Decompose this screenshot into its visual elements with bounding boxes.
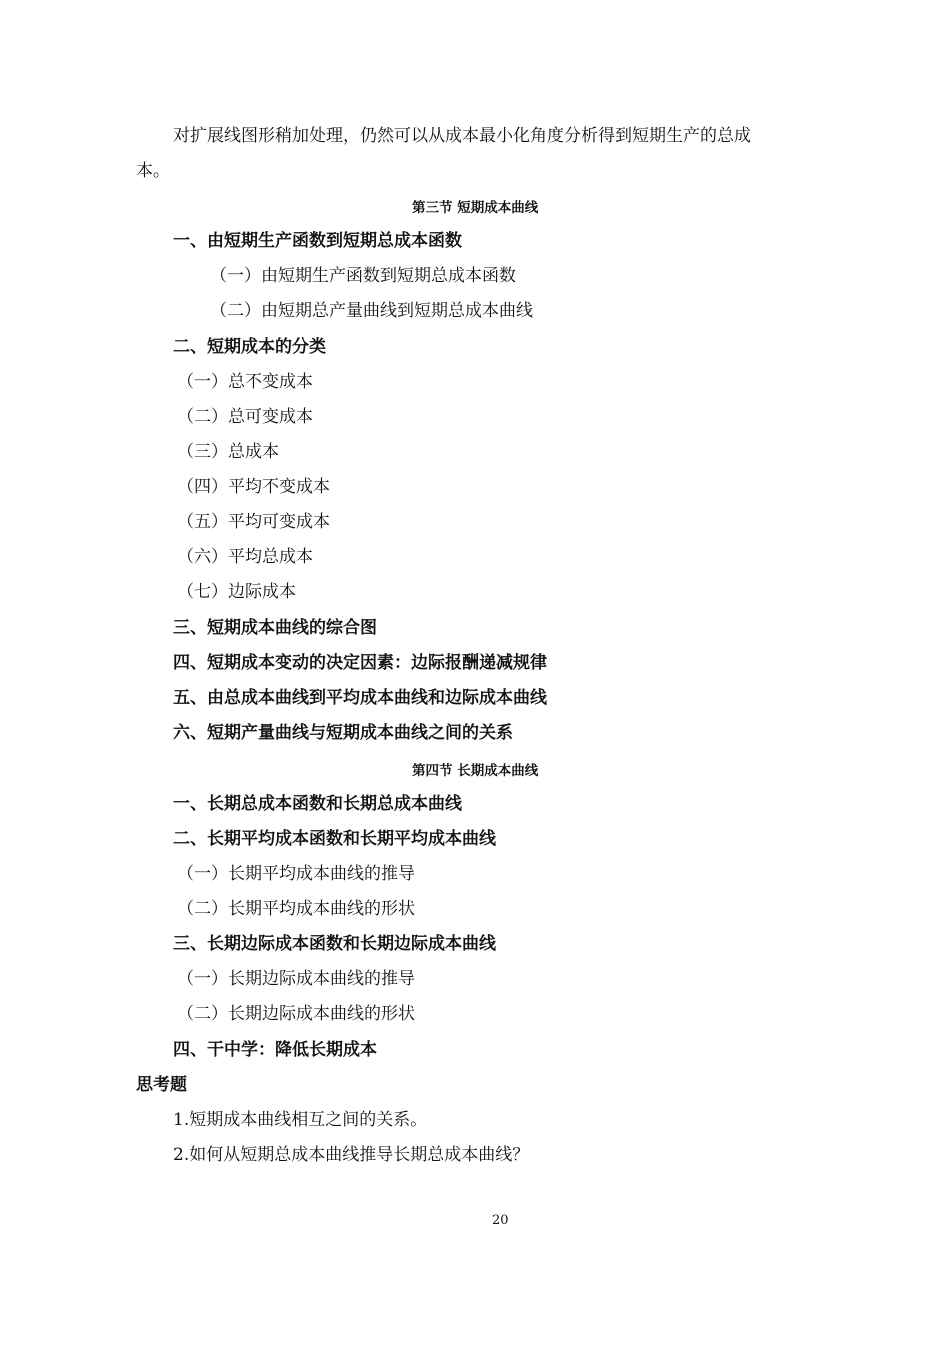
section-3-title: 第三节 短期成本曲线 <box>412 200 539 216</box>
list-item: （一）总不变成本 <box>177 372 313 392</box>
list-item: （七）边际成本 <box>177 582 296 602</box>
section-3-heading-4: 四、短期成本变动的决定因素：边际报酬递减规律 <box>173 653 547 673</box>
list-item: （三）总成本 <box>177 442 279 462</box>
list-item: （一）长期平均成本曲线的推导 <box>177 864 415 884</box>
list-item: （四）平均不变成本 <box>177 477 330 497</box>
question-item: 2.如何从短期总成本曲线推导长期总成本曲线？ <box>173 1145 530 1165</box>
list-item: （五）平均可变成本 <box>177 512 330 532</box>
section-3-heading-6: 六、短期产量曲线与短期成本曲线之间的关系 <box>173 723 513 743</box>
section-4-title: 第四节 长期成本曲线 <box>412 763 539 779</box>
list-item: （一）长期边际成本曲线的推导 <box>177 969 415 989</box>
list-item: （二）长期平均成本曲线的形状 <box>177 899 415 919</box>
intro-paragraph-line-2: 本。 <box>136 161 170 181</box>
section-3-heading-1: 一、由短期生产函数到短期总成本函数 <box>173 231 462 251</box>
section-3-heading-2: 二、短期成本的分类 <box>173 337 326 357</box>
section-3-heading-5: 五、由总成本曲线到平均成本曲线和边际成本曲线 <box>173 688 547 708</box>
section-4-heading-3: 三、长期边际成本函数和长期边际成本曲线 <box>173 934 496 954</box>
list-item: （二）长期边际成本曲线的形状 <box>177 1004 415 1024</box>
section-4-heading-1: 一、长期总成本函数和长期总成本曲线 <box>173 794 462 814</box>
question-item: 1.短期成本曲线相互之间的关系。 <box>173 1110 428 1130</box>
section-3-subheading-1-1: （一）由短期生产函数到短期总成本函数 <box>210 266 516 286</box>
section-4-heading-2: 二、长期平均成本函数和长期平均成本曲线 <box>173 829 496 849</box>
page-number: 20 <box>492 1213 509 1228</box>
section-3-heading-3: 三、短期成本曲线的综合图 <box>173 618 377 638</box>
intro-paragraph-line-1: 对扩展线图形稍加处理，仍然可以从成本最小化角度分析得到短期生产的总成 <box>173 126 751 146</box>
section-4-heading-4: 四、干中学：降低长期成本 <box>173 1040 377 1060</box>
list-item: （六）平均总成本 <box>177 547 313 567</box>
list-item: （二）总可变成本 <box>177 407 313 427</box>
questions-title: 思考题 <box>136 1075 187 1095</box>
section-3-subheading-1-2: （二）由短期总产量曲线到短期总成本曲线 <box>210 301 533 321</box>
